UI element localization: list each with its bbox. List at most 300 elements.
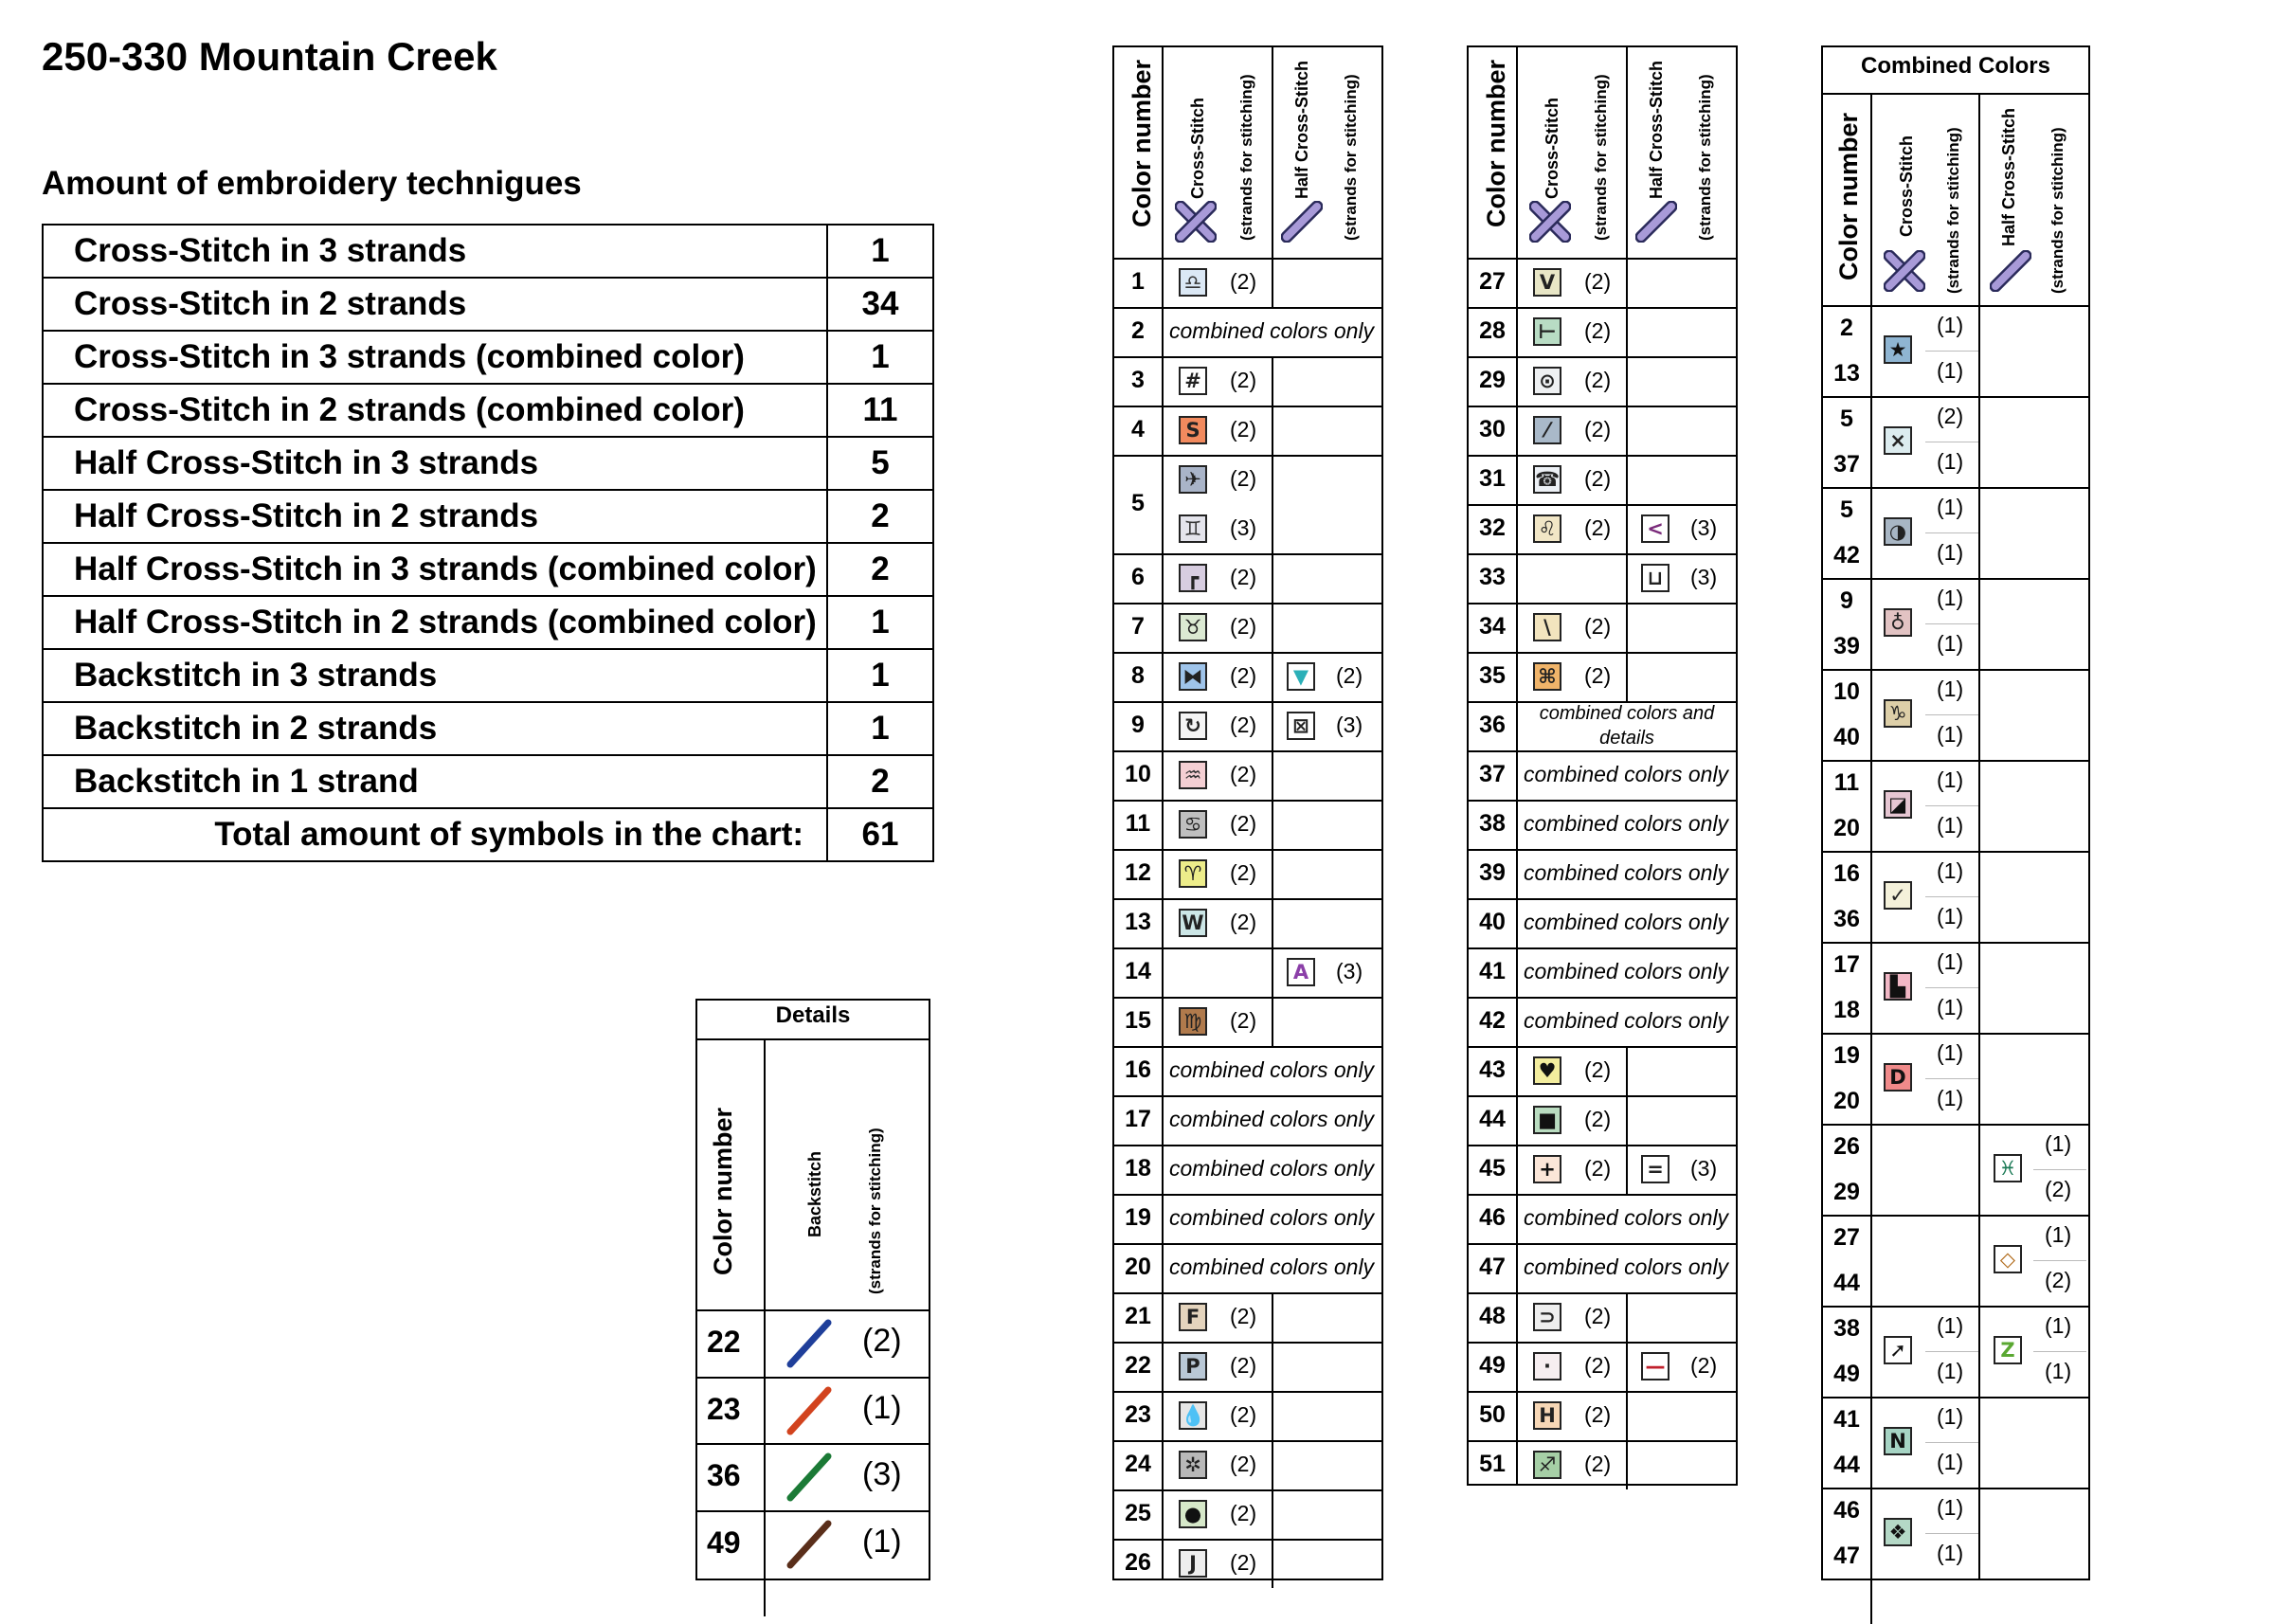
strands-header: (strands for stitching) — [1592, 74, 1610, 241]
technique-label: Backstitch in 3 strands — [43, 649, 827, 702]
strand-divider — [1925, 987, 1978, 988]
color-number-b: 47 — [1833, 1543, 1860, 1569]
cross-stitch-symbol: ⧓ — [1179, 662, 1207, 691]
color-number: 38 — [1479, 810, 1506, 837]
strand-count: (2) — [1584, 466, 1612, 491]
color-number: 34 — [1479, 613, 1506, 640]
cross-stitch-symbol: ✓ — [1884, 881, 1912, 910]
column-divider — [1978, 396, 1980, 487]
cross-stitch-symbol: D — [1884, 1063, 1912, 1092]
column-divider — [1272, 1391, 1273, 1440]
row-divider — [697, 1038, 929, 1040]
column-divider — [1978, 487, 1980, 578]
strand-count-a: (1) — [1937, 677, 1964, 701]
strand-count: (3) — [1336, 713, 1363, 737]
color-number-a: 11 — [1833, 769, 1860, 796]
combined-colors-only: combined colors only — [1169, 1254, 1375, 1279]
color-number-a: 19 — [1833, 1042, 1860, 1069]
half-cross-stitch-symbol: A — [1287, 958, 1315, 986]
technique-label: Cross-Stitch in 3 strands — [43, 225, 827, 278]
column-divider — [1626, 1145, 1628, 1194]
strand-divider — [1925, 1351, 1978, 1352]
cross-stitch-symbol: ⊃ — [1533, 1303, 1561, 1331]
strand-count-b: (1) — [1937, 813, 1964, 838]
strand-count: (2) — [1584, 1402, 1612, 1427]
row-divider — [1469, 1243, 1736, 1245]
strands-header: (strands for stitching) — [1944, 127, 1962, 294]
cross-stitch-icon — [1175, 201, 1217, 243]
column-divider — [1626, 553, 1628, 603]
column-divider — [1978, 1397, 1980, 1488]
row-divider — [1469, 1440, 1736, 1442]
technique-label: Total amount of symbols in the chart: — [43, 808, 827, 861]
row-divider — [1469, 1292, 1736, 1294]
cross-stitch-symbol: ★ — [1884, 335, 1912, 364]
strand-count-a: (2) — [1937, 404, 1964, 428]
technique-count: 1 — [827, 225, 933, 278]
strand-divider — [2033, 1169, 2086, 1170]
column-divider — [1272, 406, 1273, 455]
strand-count: (2) — [1230, 910, 1257, 934]
column-divider — [1272, 652, 1273, 701]
color-number: 12 — [1125, 859, 1151, 886]
column-divider — [1978, 1215, 1980, 1306]
column-divider — [1626, 47, 1628, 258]
color-number: 20 — [1125, 1254, 1151, 1280]
row-divider — [1114, 898, 1381, 900]
row-divider — [1114, 455, 1381, 457]
cross-stitch-symbol: H — [1533, 1401, 1561, 1430]
color-number: 32 — [1479, 514, 1506, 541]
row-divider — [1469, 455, 1736, 457]
strands-header: (strands for stitching) — [1342, 74, 1360, 241]
color-number-header: Color number — [1482, 59, 1510, 227]
color-number: 45 — [1479, 1155, 1506, 1182]
strand-count: (2) — [1230, 368, 1257, 392]
technique-count: 1 — [827, 331, 933, 384]
row-divider — [1114, 356, 1381, 358]
color-number: 26 — [1125, 1549, 1151, 1576]
color-number: 2 — [1131, 317, 1145, 344]
color-number: 15 — [1125, 1007, 1151, 1034]
row-divider — [1469, 504, 1736, 506]
technique-count: 1 — [827, 702, 933, 755]
cross-stitch-symbol: ♥ — [1533, 1056, 1561, 1085]
strand-count-a: (1) — [2045, 1313, 2072, 1338]
cross-stitch-icon — [1884, 250, 1925, 292]
technique-label: Backstitch in 2 strands — [43, 702, 827, 755]
row-divider — [1114, 1243, 1381, 1245]
technique-count: 2 — [827, 490, 933, 543]
half-cross-stitch-symbol: < — [1641, 514, 1669, 543]
row-divider — [1823, 942, 2088, 944]
column-divider — [1626, 406, 1628, 455]
half-cross-stitch-symbol: ♓ — [1994, 1154, 2022, 1182]
cross-stitch-symbol: ♎ — [1179, 268, 1207, 297]
row-divider — [1114, 1342, 1381, 1344]
technique-count: 5 — [827, 437, 933, 490]
row-divider — [1823, 760, 2088, 762]
color-number: 13 — [1125, 909, 1151, 935]
strand-count-a: (1) — [1937, 767, 1964, 792]
color-number-b: 49 — [1833, 1361, 1860, 1387]
row-divider — [697, 1377, 929, 1379]
color-number-a: 38 — [1833, 1315, 1860, 1342]
summary-row — [43, 755, 933, 808]
column-divider — [1626, 258, 1628, 307]
strand-count-b: (1) — [1937, 1450, 1964, 1474]
strand-count: (2) — [1584, 1353, 1612, 1378]
cross-stitch-icon — [1529, 201, 1571, 243]
strand-count-a: (1) — [1937, 313, 1964, 337]
row-divider — [1114, 1440, 1381, 1442]
half-cross-stitch-symbol: Z — [1994, 1336, 2022, 1364]
cross-stitch-symbol: × — [1884, 426, 1912, 455]
strand-count: (2) — [1584, 614, 1612, 639]
color-number-a: 9 — [1840, 587, 1853, 614]
strand-count: (2) — [1230, 1353, 1257, 1378]
color-number: 47 — [1479, 1254, 1506, 1280]
cross-stitch-symbol: ❖ — [1884, 1518, 1912, 1546]
color-number: 50 — [1479, 1401, 1506, 1428]
technique-label: Half Cross-Stitch in 3 strands — [43, 437, 827, 490]
color-number: 41 — [1479, 958, 1506, 984]
column-divider — [1626, 307, 1628, 356]
row-divider — [1823, 1215, 2088, 1217]
column-divider — [1978, 1306, 1980, 1397]
column-divider — [1272, 1292, 1273, 1342]
cross-stitch-symbol: ♉ — [1179, 613, 1207, 641]
column-divider — [1516, 47, 1518, 1484]
color-number: 49 — [1479, 1352, 1506, 1379]
row-divider — [1114, 1145, 1381, 1146]
color-number: 17 — [1125, 1106, 1151, 1132]
strand-count: (2) — [1230, 1304, 1257, 1328]
row-divider — [1469, 1391, 1736, 1393]
column-divider — [1272, 47, 1273, 258]
row-divider — [1823, 487, 2088, 489]
cross-stitch-symbol: ✈ — [1179, 465, 1207, 494]
row-divider — [1823, 305, 2088, 307]
summary-heading: Amount of embroidery technigues — [42, 165, 582, 202]
strand-count: (2) — [1584, 1156, 1612, 1181]
strand-count-b: (1) — [1937, 1541, 1964, 1565]
cross-stitch-symbol: ◪ — [1884, 790, 1912, 819]
column-divider — [1978, 669, 1980, 760]
row-divider — [1823, 578, 2088, 580]
column-divider — [1870, 93, 1872, 1624]
technique-count: 1 — [827, 649, 933, 702]
combined-colors-only: combined colors only — [1524, 959, 1729, 983]
strand-count: (2) — [1230, 417, 1257, 442]
combined-colors-only: combined colors only — [1169, 318, 1375, 343]
color-number: 19 — [1125, 1204, 1151, 1231]
strand-divider — [1925, 351, 1978, 352]
color-number-a: 5 — [1840, 406, 1853, 432]
cross-stitch-symbol: ↻ — [1179, 712, 1207, 740]
column-divider — [1978, 942, 1980, 1033]
color-number-header: Color number — [1128, 59, 1156, 227]
strand-count-a: (1) — [1937, 1040, 1964, 1065]
strand-count-a: (1) — [1937, 1495, 1964, 1520]
column-divider — [1978, 305, 1980, 396]
strand-divider — [1925, 805, 1978, 806]
row-divider — [1469, 652, 1736, 654]
color-table-1 — [1112, 45, 1383, 1580]
column-divider — [1626, 1440, 1628, 1489]
cross-stitch-symbol: ◑ — [1884, 517, 1912, 546]
color-number-a: 27 — [1833, 1224, 1860, 1251]
column-divider — [1978, 1033, 1980, 1124]
strand-count: (2) — [1230, 1008, 1257, 1033]
strand-count: (2) — [1584, 663, 1612, 688]
details-table — [695, 999, 930, 1580]
cross-stitch-symbol: ♈ — [1179, 859, 1207, 888]
backstitch-line-icon — [783, 1384, 836, 1437]
strand-count: (2) — [1584, 269, 1612, 294]
row-divider — [1114, 849, 1381, 851]
backstitch-line-icon — [783, 1317, 836, 1370]
row-divider — [1114, 1046, 1381, 1048]
strand-count: (2) — [1230, 1501, 1257, 1525]
column-divider — [1272, 1539, 1273, 1588]
summary-row — [43, 702, 933, 755]
strand-count-b: (1) — [2045, 1359, 2072, 1383]
color-number-b: 29 — [1833, 1179, 1860, 1205]
half-cross-stitch-icon — [1281, 201, 1323, 243]
row-divider — [697, 1309, 929, 1311]
strand-count-b: (1) — [1937, 1086, 1964, 1110]
cross-stitch-symbol: ♋ — [1179, 810, 1207, 839]
strand-divider — [1925, 714, 1978, 715]
color-number-b: 40 — [1833, 724, 1860, 750]
row-divider — [1469, 1046, 1736, 1048]
strand-count-b: (2) — [2045, 1268, 2072, 1292]
column-divider — [1272, 997, 1273, 1046]
backstitch-line-icon — [783, 1451, 836, 1504]
strand-count: (2) — [1584, 368, 1612, 392]
combined-colors-and-details: combined colors and details — [1539, 703, 1715, 749]
row-divider — [1823, 1124, 2088, 1126]
strand-count: (2) — [1230, 811, 1257, 836]
cross-stitch-symbol: N — [1884, 1427, 1912, 1455]
row-divider — [1114, 603, 1381, 604]
half-cross-stitch-icon — [1635, 201, 1677, 243]
color-number: 18 — [1125, 1155, 1151, 1182]
cross-stitch-symbol: ♐ — [1533, 1451, 1561, 1479]
summary-row — [43, 331, 933, 384]
color-number: 27 — [1479, 268, 1506, 295]
strand-count: (2) — [1690, 1353, 1718, 1378]
combined-colors-only: combined colors only — [1169, 1205, 1375, 1230]
row-divider — [1469, 849, 1736, 851]
color-number-b: 18 — [1833, 997, 1860, 1023]
strand-count: (2) — [1584, 1452, 1612, 1476]
row-divider — [1823, 851, 2088, 853]
strand-count: (2) — [1336, 663, 1363, 688]
strand-count: (2) — [1584, 515, 1612, 540]
color-number: 48 — [1479, 1303, 1506, 1329]
column-divider — [1626, 1292, 1628, 1342]
color-number: 44 — [1479, 1106, 1506, 1132]
technique-label: Cross-Stitch in 2 strands — [43, 278, 827, 331]
row-divider — [1469, 356, 1736, 358]
strand-count-a: (1) — [2045, 1222, 2072, 1247]
column-divider — [1272, 603, 1273, 652]
technique-label: Half Cross-Stitch in 2 strands (combined color) — [43, 596, 827, 649]
column-divider — [1626, 1046, 1628, 1095]
column-divider — [1626, 652, 1628, 701]
color-number: 46 — [1479, 1204, 1506, 1231]
color-number: 7 — [1131, 613, 1145, 640]
color-number-a: 17 — [1833, 951, 1860, 978]
color-number: 5 — [1131, 490, 1145, 516]
color-number: 6 — [1131, 564, 1145, 590]
row-divider — [1114, 258, 1381, 260]
color-number-header: Color number — [709, 1107, 737, 1275]
strand-count: (2) — [1230, 614, 1257, 639]
combined-colors-only: combined colors only — [1524, 860, 1729, 885]
row-divider — [1114, 652, 1381, 654]
half-cross-stitch-header: Half Cross-Stitch — [1292, 60, 1311, 199]
combined-colors-only: combined colors only — [1169, 1107, 1375, 1131]
color-number: 29 — [1479, 367, 1506, 393]
half-cross-stitch-symbol: ◇ — [1994, 1245, 2022, 1273]
row-divider — [1114, 553, 1381, 555]
strand-count: (2) — [1230, 762, 1257, 786]
technique-label: Cross-Stitch in 3 strands (combined color) — [43, 331, 827, 384]
summary-row — [43, 649, 933, 702]
half-cross-stitch-symbol: ⊔ — [1641, 564, 1669, 592]
cross-stitch-symbol: ● — [1179, 1500, 1207, 1528]
row-divider — [1469, 947, 1736, 949]
strand-divider — [1925, 532, 1978, 533]
half-cross-stitch-header: Half Cross-Stitch — [1647, 60, 1666, 199]
row-divider — [1114, 947, 1381, 949]
color-number-a: 16 — [1833, 860, 1860, 887]
cross-stitch-header: Cross-Stitch — [1543, 97, 1561, 199]
backstitch-header: Backstitch — [805, 1150, 824, 1237]
color-number: 23 — [707, 1391, 741, 1426]
strand-count-b: (1) — [1937, 540, 1964, 565]
row-divider — [1114, 800, 1381, 802]
cross-stitch-symbol: V — [1533, 268, 1561, 297]
strand-count: (1) — [862, 1523, 902, 1560]
column-divider — [1626, 455, 1628, 504]
cross-stitch-symbol: ⁄ — [1533, 416, 1561, 444]
column-divider — [1978, 851, 1980, 942]
color-number: 39 — [1479, 859, 1506, 886]
color-number: 25 — [1125, 1500, 1151, 1526]
row-divider — [1114, 701, 1381, 703]
column-divider — [1978, 93, 1980, 305]
color-number-a: 46 — [1833, 1497, 1860, 1524]
strand-divider — [1925, 623, 1978, 624]
summary-table — [42, 224, 934, 862]
cross-stitch-symbol: ┏ — [1179, 564, 1207, 592]
strand-count-a: (1) — [1937, 586, 1964, 610]
color-number-b: 13 — [1833, 360, 1860, 387]
cross-stitch-header: Cross-Stitch — [1188, 97, 1207, 199]
color-number: 23 — [1125, 1401, 1151, 1428]
color-number: 21 — [1125, 1303, 1151, 1329]
strand-count-b: (1) — [1937, 995, 1964, 1020]
row-divider — [697, 1443, 929, 1445]
row-divider — [1469, 1194, 1736, 1196]
color-number: 22 — [1125, 1352, 1151, 1379]
color-number: 40 — [1479, 909, 1506, 935]
strand-count: (2) — [1230, 860, 1257, 885]
color-number-b: 20 — [1833, 1088, 1860, 1114]
combined-colors-only: combined colors only — [1524, 1008, 1729, 1033]
color-number-a: 10 — [1833, 678, 1860, 705]
strand-count: (2) — [1584, 1057, 1612, 1082]
color-number-header: Color number — [1834, 112, 1863, 280]
column-divider — [1626, 504, 1628, 553]
column-divider — [1272, 849, 1273, 898]
combined-colors-table — [1821, 45, 2090, 1580]
color-number: 10 — [1125, 761, 1151, 787]
color-number: 1 — [1131, 268, 1145, 295]
column-divider — [1272, 1489, 1273, 1539]
row-divider — [1469, 750, 1736, 752]
row-divider — [1469, 406, 1736, 407]
summary-row — [43, 543, 933, 596]
strand-divider — [1925, 896, 1978, 897]
column-divider — [1626, 603, 1628, 652]
strand-count-b: (2) — [2045, 1177, 2072, 1201]
cross-stitch-header: Cross-Stitch — [1897, 135, 1916, 237]
color-number-b: 36 — [1833, 906, 1860, 932]
half-cross-stitch-symbol: — — [1641, 1352, 1669, 1380]
column-divider — [1978, 760, 1980, 851]
row-divider — [1823, 93, 2088, 95]
combined-colors-only: combined colors only — [1169, 1156, 1375, 1181]
row-divider — [1469, 258, 1736, 260]
color-number: 31 — [1479, 465, 1506, 492]
color-number-b: 44 — [1833, 1270, 1860, 1296]
strand-count-a: (1) — [1937, 495, 1964, 519]
column-divider — [1272, 553, 1273, 603]
column-divider — [1272, 701, 1273, 750]
column-divider — [1272, 1440, 1273, 1489]
color-number: 33 — [1479, 564, 1506, 590]
technique-count: 61 — [827, 808, 933, 861]
combined-colors-title: Combined Colors — [1860, 53, 2050, 79]
color-number: 36 — [1479, 712, 1506, 738]
row-divider — [697, 1510, 929, 1512]
strand-count: (3) — [862, 1456, 902, 1492]
color-number: 37 — [1479, 761, 1506, 787]
column-divider — [1272, 1342, 1273, 1391]
strands-header: (strands for stitching) — [1696, 74, 1714, 241]
cross-stitch-symbol: ■ — [1533, 1106, 1561, 1134]
color-number: 11 — [1125, 810, 1151, 837]
technique-count: 2 — [827, 543, 933, 596]
cross-stitch-symbol: F — [1179, 1303, 1207, 1331]
color-number: 4 — [1131, 416, 1145, 442]
color-number: 28 — [1479, 317, 1506, 344]
strand-count: (2) — [1584, 318, 1612, 343]
strand-divider — [2033, 1260, 2086, 1261]
row-divider — [1823, 396, 2088, 398]
color-number: 51 — [1479, 1451, 1506, 1477]
column-divider — [1272, 356, 1273, 406]
combined-colors-only: combined colors only — [1524, 811, 1729, 836]
column-divider — [1626, 1342, 1628, 1391]
cross-stitch-symbol: ▙ — [1884, 972, 1912, 1001]
cross-stitch-symbol: ♁ — [1884, 608, 1912, 637]
